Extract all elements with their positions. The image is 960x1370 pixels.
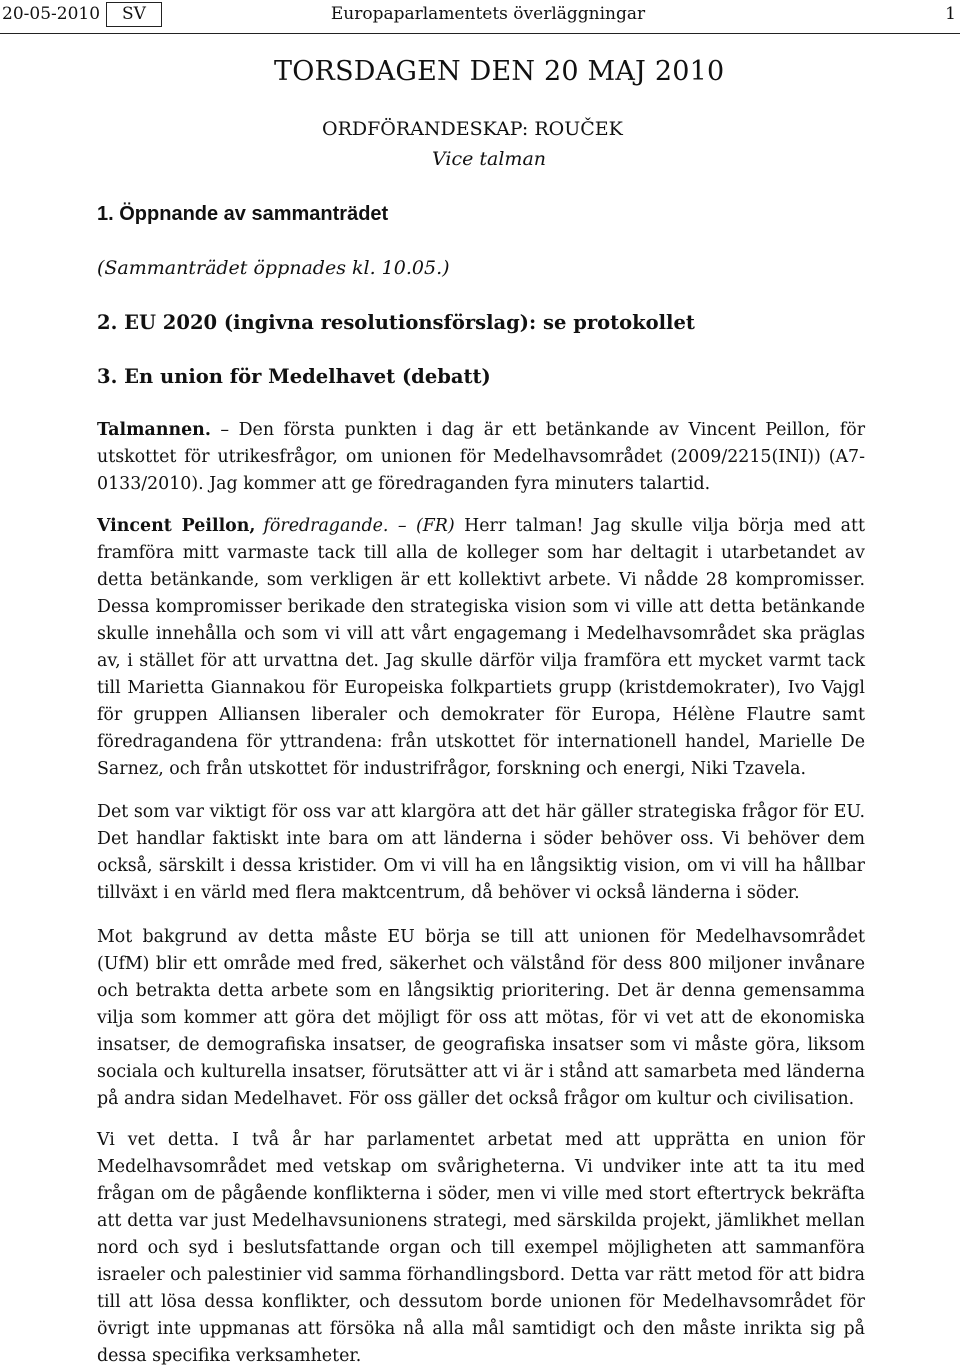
agenda-item-1: 1. Öppnande av sammanträdet [97,203,389,225]
agenda-item-2: 2. EU 2020 (ingivna resolutionsförslag): se protokollet [97,311,695,334]
sitting-title: TORSDAGEN DEN 20 MAJ 2010 [274,56,725,87]
speaker-role: föredragande. [263,516,389,536]
body-paragraph: Vi vet detta. I två år har parlamentet arbetat med att upprätta en union för Medelhavsområdet med vetskap om svårigheterna. Vi undviker inte att ta itu med frågan om de pågående konflikterna i söder, men vi ville med stort eftertryck bekräfta att detta var just Medelhavsunionens strategi, med särskilda projekt, jämlikhet mellan nord och syd i beslutsfattande organ och till exempel möjligheten att sammanföra israeler och palestinier vid samma förhandlingsbord. Detta var rätt metod för att bidra till att lösa dessa konflikter, och dessutom borde unionen för Medelhavsområdet för övrigt inte uppmanas att försöka nå alla mål samtidigt och den måste inrikta sig på dessa specifika verksamheter. [97,1130,865,1366]
speech-paragraph [97,417,865,498]
speech-language: – (FR) [397,516,455,536]
header-date: 20-05-2010 [2,4,101,24]
speech-paragraph [97,513,865,783]
opening-note: (Sammanträdet öppnades kl. 10.05.) [97,257,450,279]
speaker-name: Vincent Peillon, [97,516,256,536]
speaker-name: Talmannen. [97,420,211,440]
agenda-item-3: 3. En union för Medelhavet (debatt) [97,365,491,388]
chair-heading: ORDFÖRANDESKAP: ROUČEK [322,118,623,140]
speech-text: Herr talman! Jag skulle vilja börja med att framföra mitt varmaste tack till alla de kolleger som har deltagit i utarbetandet av detta betänkande, som verkligen är ett kollektivt arbete. Vi nådde 28 kompromisser. Dessa kompromisser berikade den strategiska vision som vi ville att detta betänkande skulle innehålla och som vi vill att vårt engagemang i Medelhavsområdet ska präglas av, i stället för att urvattna det. Jag skulle därför vilja framföra ett mycket varmt tack till Marietta Giannakou för Europeiska folkpartiets grupp (kristdemokrater), Ivo Vajgl för gruppen Alliansen liberaler och demokrater för Europa, Hélène Flautre samt föredragandena för yttrandena: från utskottet för internationell handel, Marielle De Sarnez, och från utskottet för industrifrågor, forskning och energi, Niki Tzavela. [97,516,865,779]
speech-text: – Den första punkten i dag är ett betänkande av Vincent Peillon, för utskottet för utrikesfrågor, om unionen för Medelhavsområdet (2009/2215(INI)) (A7-0133/2010). Jag kommer att ge föredraganden fyra minuters talartid. [97,420,866,494]
language-code-box: SV [106,2,162,27]
body-paragraph: Det som var viktigt för oss var att klargöra att det här gäller strategiska frågor för EU. Det handlar faktiskt inte bara om att länderna i söder behöver oss. Vi behöver dem också, särskilt i dessa kristider. Om vi vill ha en långsiktig vision, om vi vill ha hållbar tillväxt i en värld med flera maktcentrum, då behöver vi också länderna i söder. [97,802,865,903]
page-header [0,0,960,34]
body-paragraph: Mot bakgrund av detta måste EU börja se till att unionen för Medelhavsområdet (UfM) blir ett område med fred, säkerhet och välstånd för dess 800 miljoner invånare och betrakta detta arbete som en långsiktig prioritering. Det är denna gemensamma vilja som kommer att göra det möjligt för oss att mötas, för vi vet att de ekonomiska insatser, de demografiska insatser, de geografiska insatser som vi måste göra, liksom sociala och kulturella insatser, förutsätter att vi är i stånd att samarbeta med länderna på andra sidan Medelhavet. För oss gäller det också frågor om kultur och civilisation. [97,927,865,1109]
publication-title: Europaparlamentets överläggningar [330,4,646,24]
page-number: 1 [945,4,956,24]
chair-role: Vice talman [432,148,547,170]
